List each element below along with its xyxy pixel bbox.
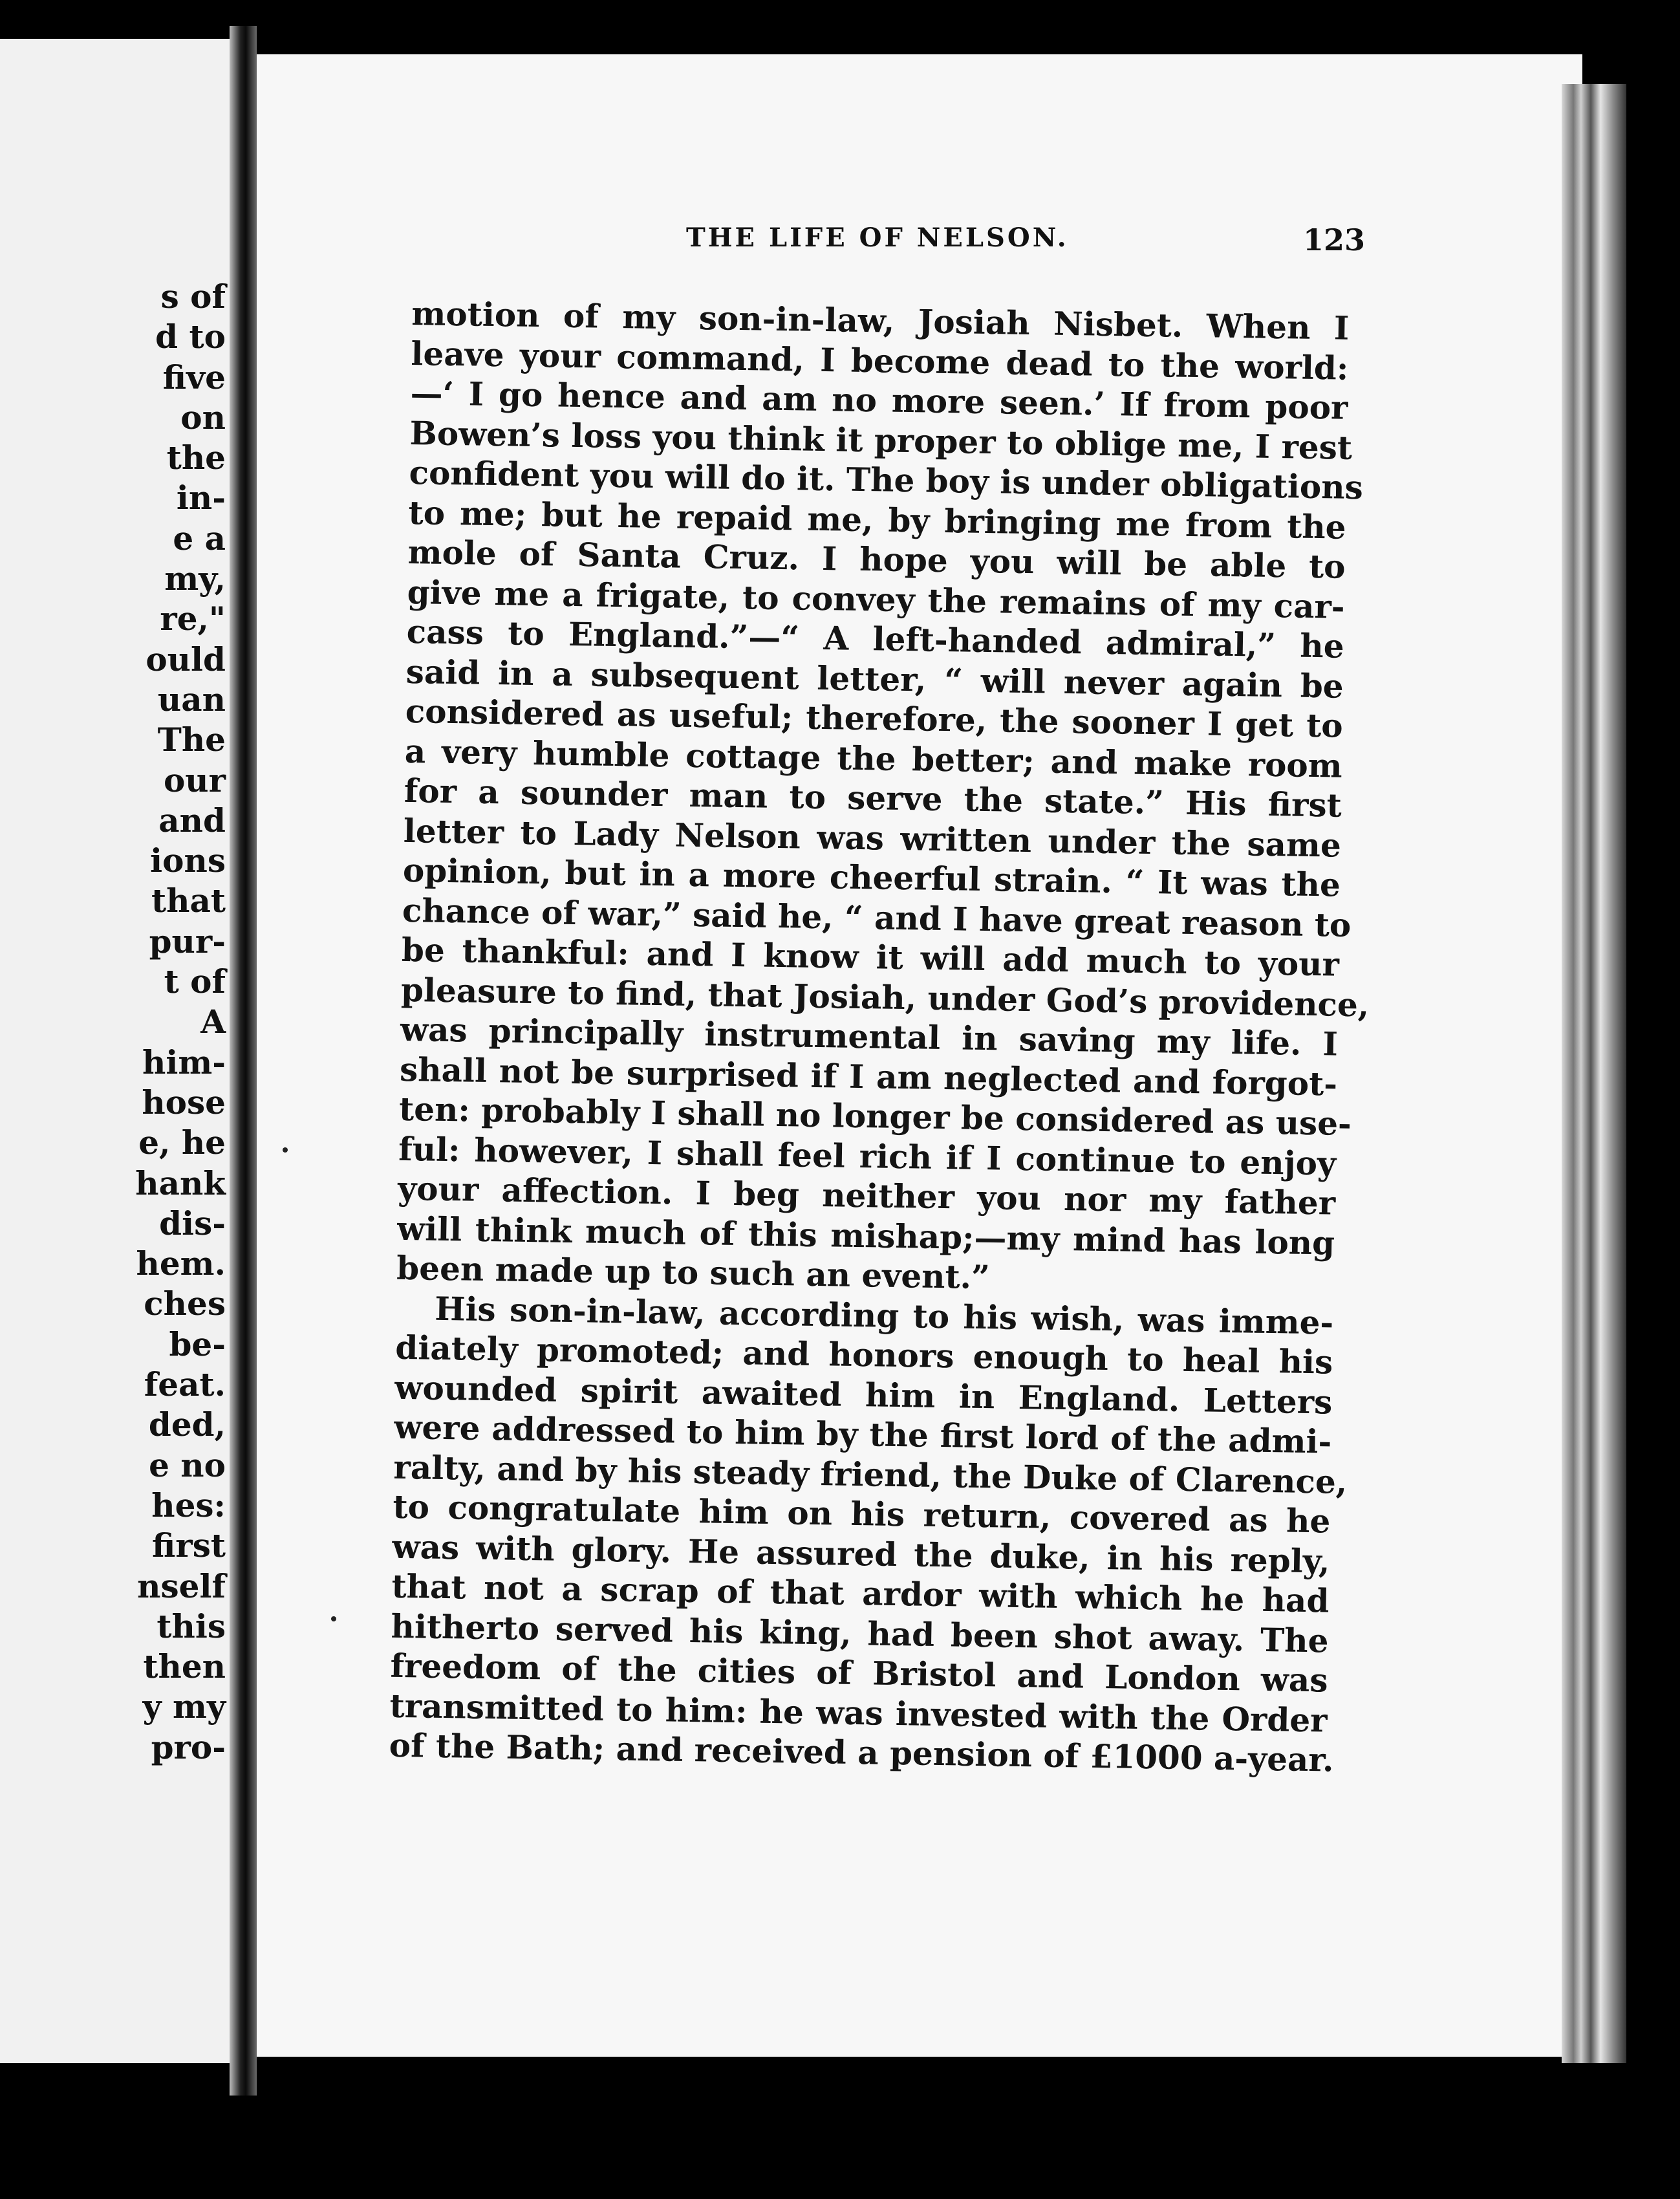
ink-speck (283, 1147, 288, 1153)
left-page-fragment: five (162, 358, 226, 396)
page-number: 123 (1303, 222, 1366, 257)
left-page-text-fragments (135, 277, 226, 1768)
left-page-fragment: The (157, 720, 226, 759)
text-line: Bowen’s loss you think it proper to oblige me, I rest (409, 413, 1353, 467)
left-page-fragment: hes: (151, 1486, 226, 1524)
left-page-fragment: pro- (151, 1728, 226, 1766)
text-line: motion of my son-in-law, Josiah Nisbet. When I (411, 294, 1350, 347)
left-page-fragment: d to (155, 318, 226, 356)
left-page-fragment: the (166, 439, 226, 477)
text-line: transmitted to him: he was invested with the Order (389, 1686, 1328, 1740)
text-line: confident you will do it. The boy is under obligations (409, 453, 1364, 507)
left-page-fragment: on (180, 398, 226, 437)
text-line: ralty, and by his steady friend, the Duke of Clarence, (393, 1447, 1348, 1501)
text-line: ful: however, I shall feel rich if I continue to enjoy (398, 1129, 1337, 1183)
text-line: was with glory. He assured the duke, in his reply, (392, 1527, 1330, 1581)
text-line: wounded spirit awaited him in England. Letters (394, 1368, 1333, 1422)
book-gutter (230, 26, 257, 2096)
text-line: been made up to such an event.” (396, 1248, 991, 1297)
left-page-fragment: in- (176, 479, 226, 517)
text-line: cass to England.”—“ A left-handed admiral,” he (406, 612, 1345, 666)
page-edges (1562, 84, 1626, 2063)
left-page-fragment: feat. (144, 1365, 226, 1404)
left-page-fragment: pur- (149, 922, 226, 960)
ink-speck (331, 1616, 336, 1621)
left-facing-page (0, 39, 230, 2063)
left-page-fragment: ded, (148, 1405, 226, 1444)
text-line: —‘ I go hence and am no more seen.’ If from poor (410, 373, 1348, 427)
left-page-fragment: ould (145, 640, 226, 678)
text-line: be thankful: and I know it will add much to your (401, 930, 1340, 984)
text-line: His son-in-law, according to his wish, was imme- (434, 1289, 1334, 1342)
left-page-fragment: this (156, 1607, 226, 1645)
left-page-fragment: A (200, 1002, 226, 1041)
left-page-fragment: nself (137, 1566, 226, 1605)
text-line: freedom of the cities of Bristol and London was (390, 1646, 1328, 1700)
paragraph-2 (389, 1288, 1348, 1780)
body-text (389, 294, 1370, 1780)
text-line: diately promoted; and honors enough to heal his (394, 1328, 1333, 1381)
text-line: said in a subsequent letter, “ will never again be (405, 652, 1344, 706)
left-page-fragment: hem. (136, 1244, 226, 1283)
left-page-fragment: our (163, 761, 226, 799)
text-line: for a sounder man to serve the state.” His first (404, 771, 1342, 825)
left-page-fragment: then (143, 1647, 226, 1686)
left-page-fragment: be- (169, 1325, 226, 1363)
text-line: mole of Santa Cruz. I hope you will be able to (407, 532, 1346, 586)
left-page-fragment: ions (150, 841, 226, 880)
left-page-fragment: hose (142, 1083, 226, 1121)
left-page-fragment: s of (160, 277, 226, 316)
text-line: ten: probably I shall no longer be considered as use- (398, 1089, 1352, 1143)
text-line: letter to Lady Nelson was written under the same (403, 811, 1342, 865)
text-line: shall not be surprised if I am neglected and forgot- (399, 1050, 1338, 1103)
paragraph-1 (396, 294, 1370, 1303)
left-page-fragment: hank (135, 1164, 226, 1202)
text-line: to me; but he repaid me, by bringing me from the (408, 493, 1346, 547)
left-page-fragment: t of (164, 962, 226, 1001)
left-page-fragment: and (158, 801, 226, 840)
left-page-fragment: dis- (159, 1204, 226, 1242)
text-line: were addressed to him by the first lord of the admi- (394, 1407, 1332, 1461)
left-page-fragment: my, (164, 559, 226, 598)
left-page-fragment: e, he (138, 1123, 226, 1162)
left-page-fragment: y my (142, 1687, 226, 1726)
left-page-fragment: him- (142, 1043, 226, 1081)
text-line: considered as useful; therefore, the sooner I get to (405, 691, 1344, 745)
left-page-fragment: first (152, 1526, 226, 1565)
left-page-fragment: uan (157, 680, 226, 719)
text-line: your affection. I beg neither you nor my father (397, 1169, 1336, 1222)
left-page-fragment: ches (144, 1284, 226, 1323)
text-line: a very humble cottage the better; and make room (404, 731, 1343, 785)
left-page-fragment: e no (149, 1446, 226, 1484)
running-title: THE LIFE OF NELSON. (686, 222, 1069, 253)
text-line: pleasure to find, that Josiah, under God’s providence, (400, 970, 1370, 1024)
text-line: chance of war,” said he, “ and I have great reason to (402, 891, 1352, 944)
text-line: leave your command, I become dead to the world: (411, 334, 1349, 387)
left-page-fragment: that (151, 882, 226, 920)
left-page-fragment: e a (173, 519, 226, 558)
text-line: was principally instrumental in saving my life. I (400, 1010, 1339, 1063)
text-line: give me a frigate, to convey the remains of my car- (407, 572, 1346, 626)
right-page (257, 54, 1582, 2057)
text-line: that not a scrap of that ardor with which he had (391, 1566, 1330, 1620)
text-line: will think much of this mishap;—my mind has long (396, 1209, 1335, 1262)
left-page-fragment: re," (160, 600, 226, 638)
text-line: to congratulate him on his return, covered as he (393, 1487, 1331, 1541)
text-line: of the Bath; and received a pension of £1000 a-year. (389, 1726, 1335, 1779)
text-line: opinion, but in a more cheerful strain. “ It was the (402, 850, 1341, 904)
text-line: hitherto served his king, had been shot away. The (391, 1607, 1329, 1660)
